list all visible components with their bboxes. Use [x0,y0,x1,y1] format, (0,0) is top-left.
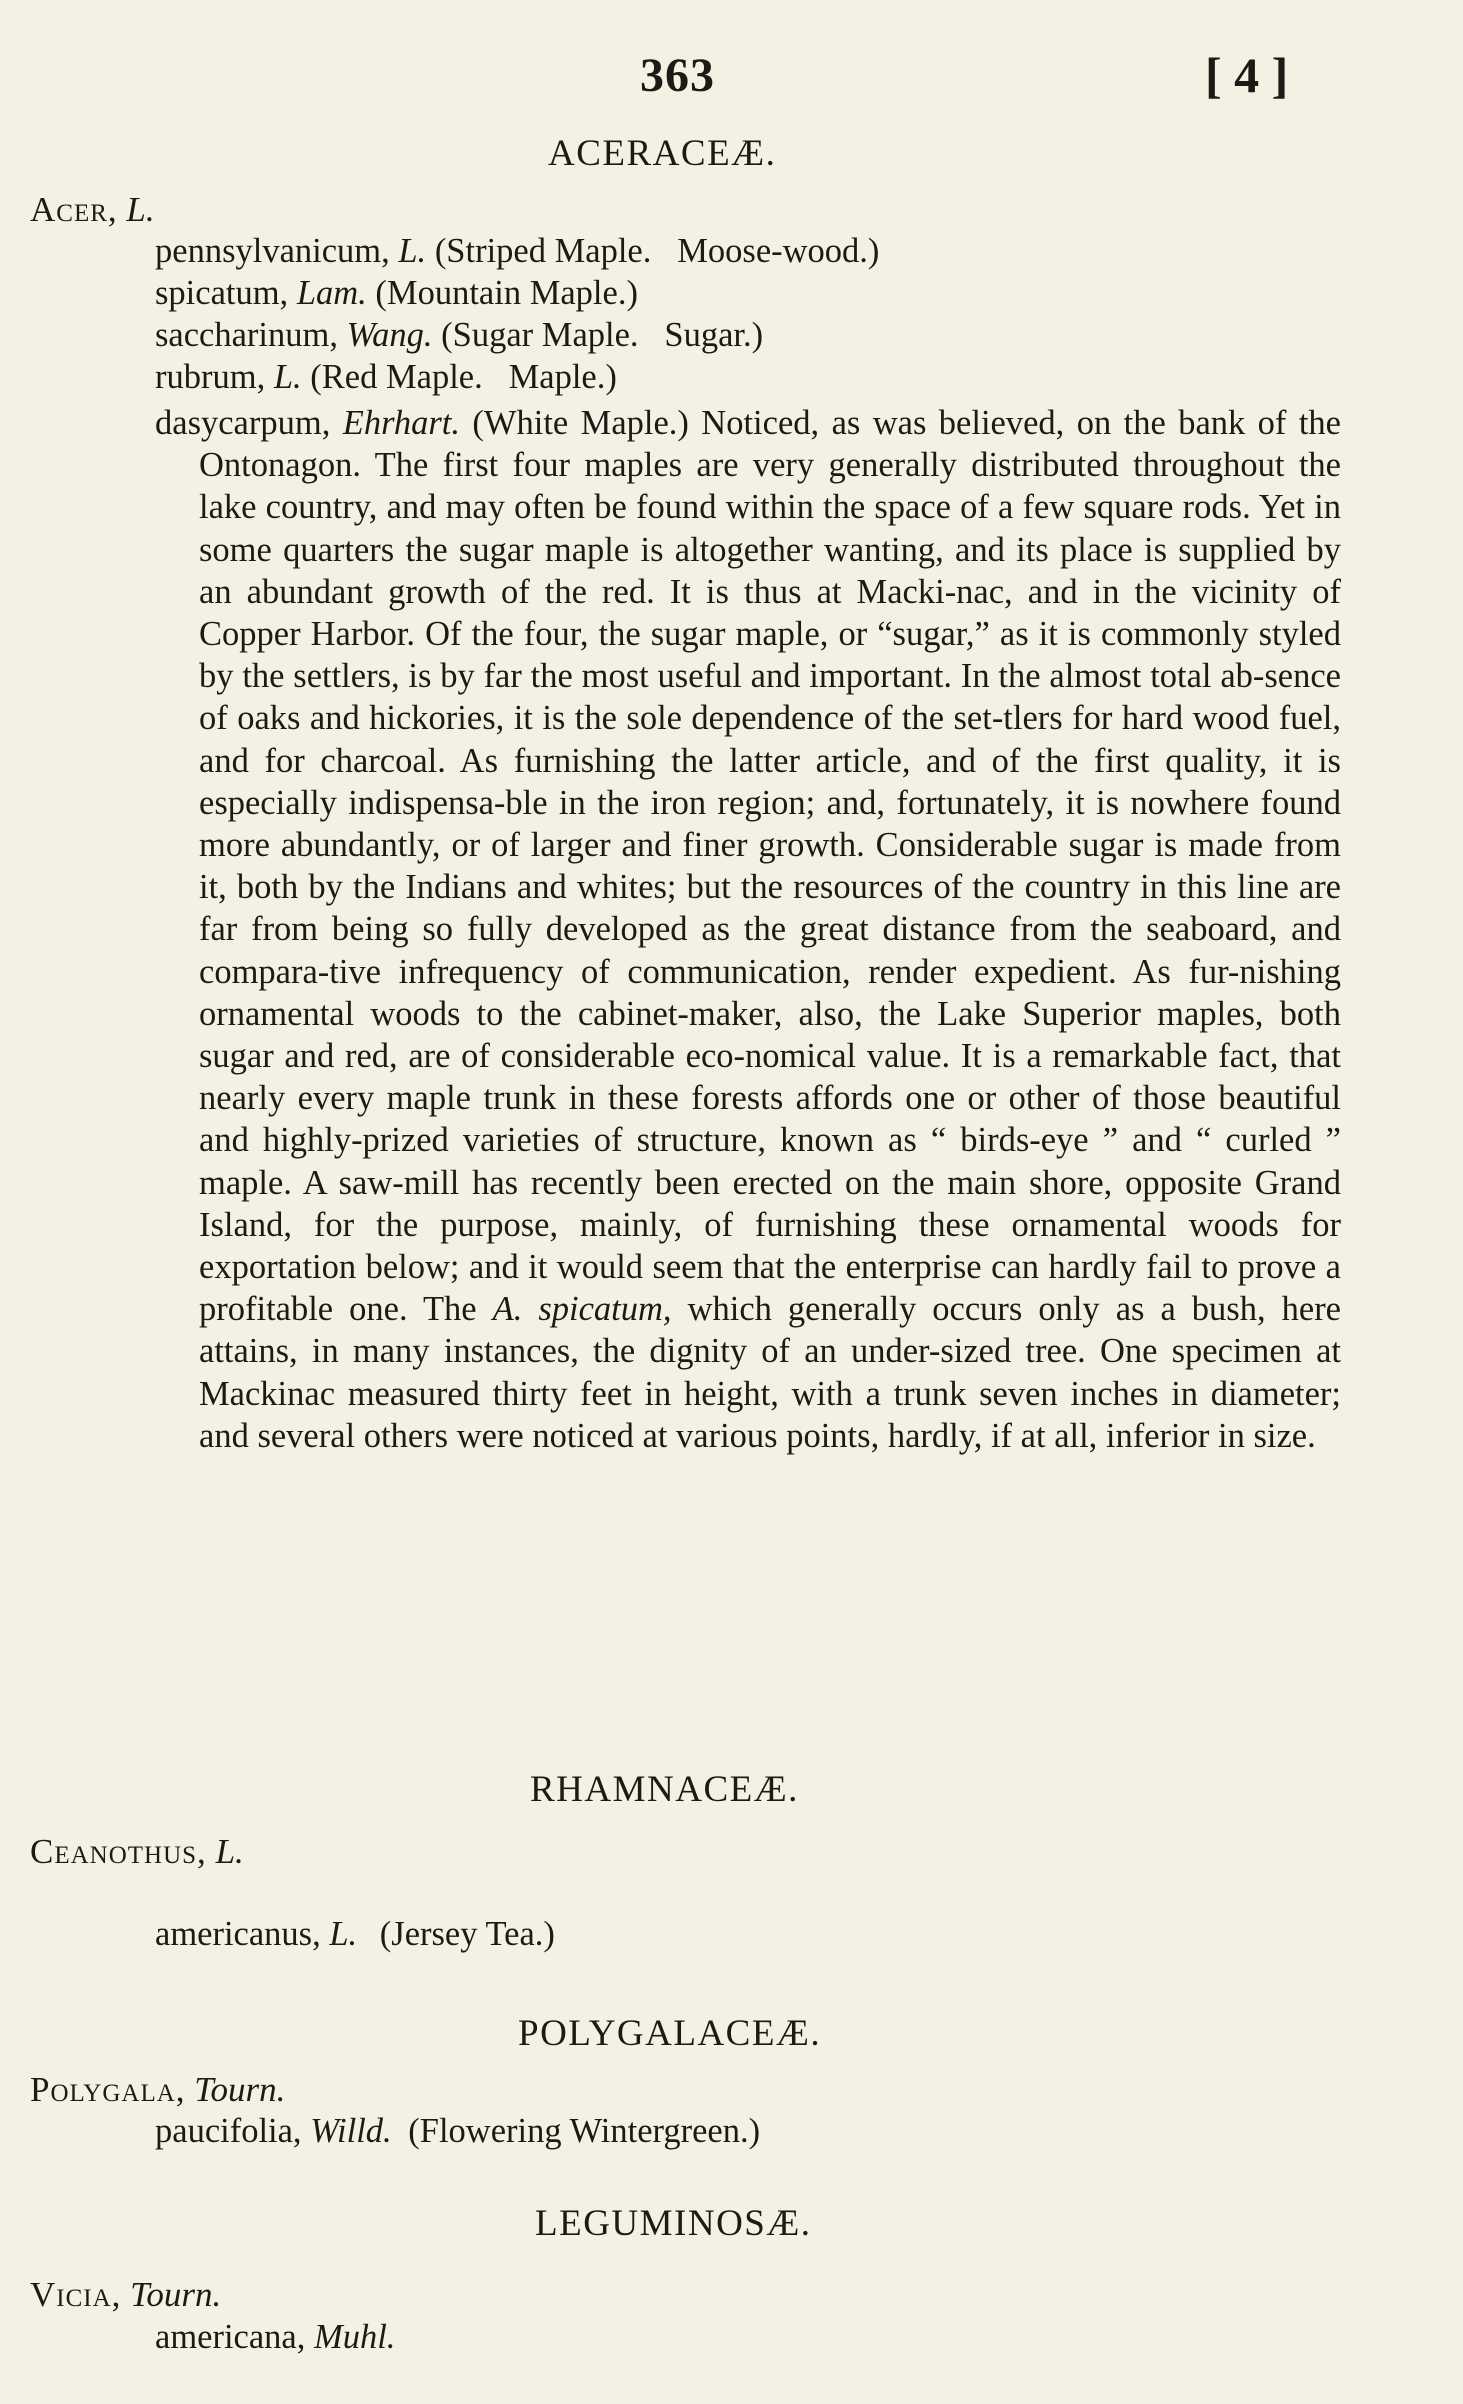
species-entry [155,1915,555,1954]
species-author: Lam. [296,274,367,312]
common-name: (Red Maple. Maple.) [310,358,617,396]
family-heading-leguminosae: LEGUMINOSÆ. [535,2203,812,2244]
italic-reference: A. spicatum, [492,1290,672,1329]
species-author: Willd. [310,2112,392,2150]
species-name: spicatum, [155,274,289,312]
genus-author: Tourn. [194,2070,286,2109]
genus-name: Acer, [30,190,118,229]
species-name: rubrum, [155,358,266,396]
family-heading-aceraceae: ACERACEÆ. [548,133,777,174]
genus-author: L. [126,190,155,229]
species-paragraph-dasycarpum [155,402,1341,1457]
species-author: Ehrhart. [342,404,461,442]
genus-author: L. [215,1832,244,1871]
species-entry [155,2112,760,2151]
genus-name: Vicia, [30,2275,122,2314]
common-name: (Sugar Maple. Sugar.) [441,316,764,354]
genus-name: Polygala, [30,2070,186,2109]
species-entry [155,2318,395,2357]
species-name: saccharinum, [155,316,338,354]
species-entry [155,232,879,271]
common-name: (Striped Maple. Moose-wood.) [434,232,880,270]
species-author: L. [329,1915,358,1953]
species-author: L. [398,232,427,270]
common-name: (Mountain Maple.) [375,274,638,312]
genus-ceanothus [30,1832,244,1872]
common-name: (Flowering Wintergreen.) [408,2112,761,2150]
family-heading-polygalaceae: POLYGALACEÆ. [518,2013,822,2054]
species-name: americana, [155,2318,306,2356]
page-number: 363 [640,49,715,102]
family-heading-rhamnaceae: RHAMNACEÆ. [530,1769,799,1810]
genus-author: Tourn. [130,2275,222,2314]
species-author: Muhl. [313,2318,396,2356]
species-name: dasycarpum, [155,404,331,442]
paragraph-text: (White Maple.) Noticed, as was believed, on the bank of the Ontonagon. The first four maples are very generally distributed throughout the lake country, and may often be found within the space of a few square rods. Yet in some quarters the sugar maple is altogether wanting, and its place is supplied by an abundant growth of the red. It is thus at Macki-nac, and in the vicinity of Copper Harbor. Of the four, the sugar maple, or “sugar,” as it is commonly styled by the settlers, is by far the most useful and important. In the almost total ab-sence of oaks and hickories, it is the sole dependence of the set-tlers for hard wood fuel, and for charcoal. As furnishing the latter article, and of the first quality, it is especially indispensa-ble in the iron region; and, fortunately, it is nowhere found more abundantly, or of larger and finer growth. Considerable sugar is made from it, both by the Indians and whites; but the resources of the country in this line are far from being so fully developed as the great distance from the seaboard, and compara-tive infrequency of communication, render expedient. As fur-nishing ornamental woods to the cabinet-maker, also, the Lake Superior maples, both sugar and red, are of considerable eco-nomical value. It is a remarkable fact, that nearly every maple trunk in these forests affords one or other of those beautiful and highly-prized varieties of structure, known as “ birds-eye ” and “ curled ” maple. A saw-mill has recently been erected on the main shore, opposite Grand Island, for the purpose, mainly, of furnishing these ornamental woods for exportation below; and it would seem that the enterprise can hardly fail to prove a profitable one. The [199,404,1341,1329]
genus-polygala [30,2070,285,2110]
species-name: pennsylvanicum, [155,232,390,270]
signature-mark: [ 4 ] [1205,47,1289,103]
genus-name: Ceanothus, [30,1832,207,1871]
species-entry [155,274,638,313]
species-author: Wang. [346,316,433,354]
species-name: americanus, [155,1915,321,1953]
genus-acer [30,190,155,230]
genus-vicia [30,2275,221,2315]
paragraph-text: which generally occurs only as a bush, here attains, in many instances, the dignity of an under-sized tree. One specimen at Mackinac measured thirty feet in height, with a trunk seven inches in diameter; and several others were noticed at various points, hardly, if at all, inferior in size. [199,1290,1341,1455]
species-author: L. [273,358,302,396]
species-entry [155,358,617,397]
species-entry [155,316,763,355]
common-name: (Jersey Tea.) [379,1915,555,1953]
species-name: paucifolia, [155,2112,302,2150]
